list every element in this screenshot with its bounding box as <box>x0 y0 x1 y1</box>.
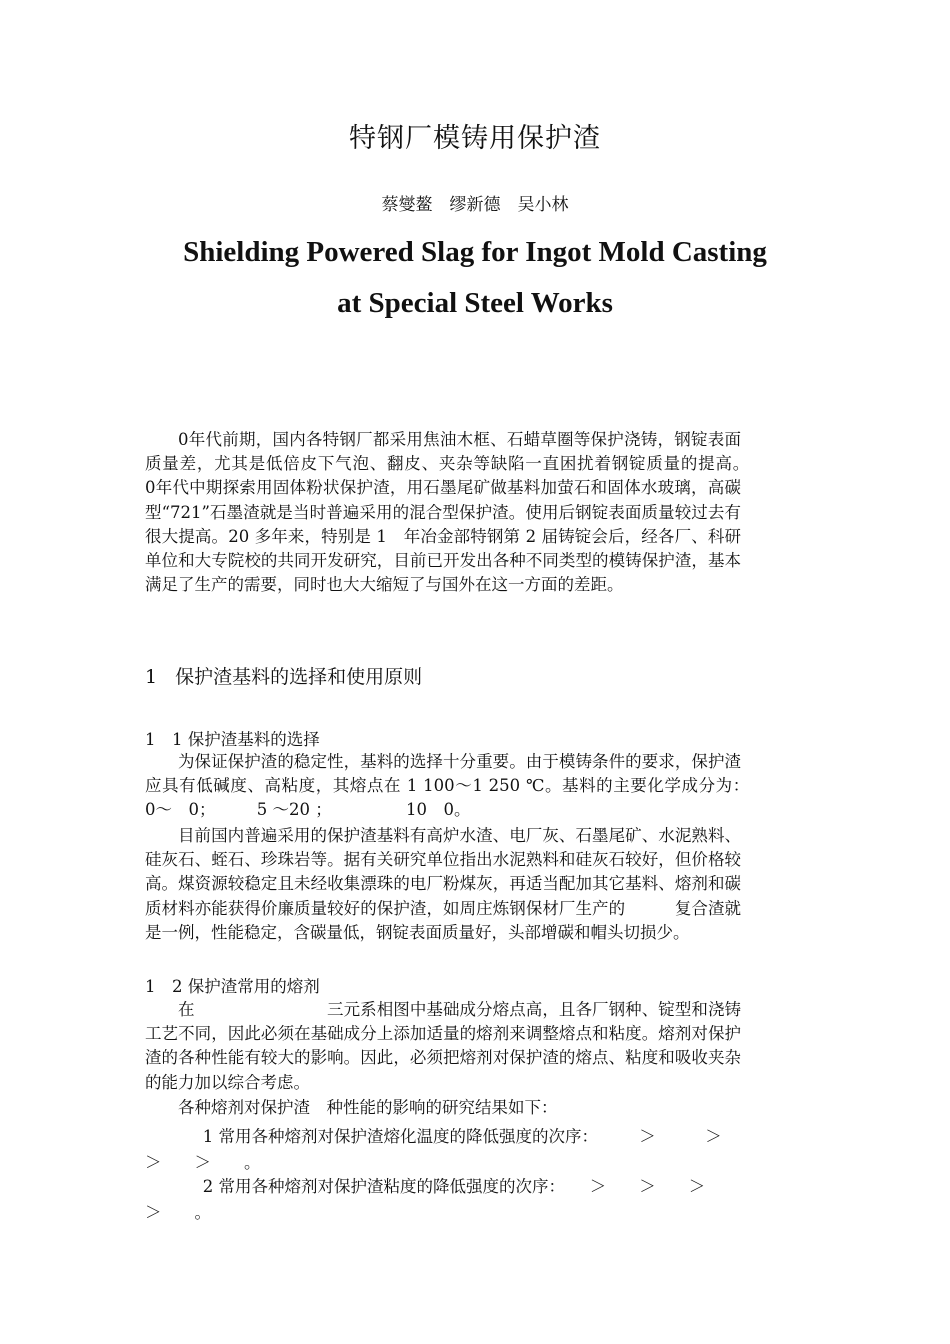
list-item-1: 1 常用各种熔剂对保护渣熔化温度的降低强度的次序： ＞ ＞ ＞ ＞ 。 <box>145 1127 755 1172</box>
paragraph-1-2-a: 在 三元系相图中基础成分熔点高，且各厂钢种、锭型和浇铸工艺不同，因此必须在基础成分上添加适量的熔剂来调整熔点和粘度。熔剂对保护渣的各种性能有较大的影响。因此，必须把熔剂对保护渣的熔点、粘度和吸收夹杂的能力加以综合考虑。 <box>145 1000 741 1092</box>
subsection-1-1-heading: 1 1 保护渣基料的选择 <box>145 730 320 749</box>
english-title-line-1: Shielding Powered Slag for Ingot Mold Casting <box>183 236 767 268</box>
subsection-1-2-heading: 1 2 保护渣常用的熔剂 <box>145 977 320 996</box>
paragraph-1-1-b: 目前国内普遍采用的保护渣基料有高炉水渣、电厂灰、石墨尾矿、水泥熟料、硅灰石、蛭石、珍珠岩等。据有关研究单位指出水泥熟料和硅灰石较好，但价格较高。煤资源较稳定且未经收集漂珠的电厂粉煤灰，再适当配加其它基料、熔剂和碳质材料亦能获得价廉质量较好的保护渣，如周庄炼钢保材厂生产的 复合渣就是一例，性能稳定，含碳量低，钢锭表面质量好，头部增碳和帽头切损少。 <box>145 826 741 942</box>
section-1-heading <box>145 662 422 689</box>
chinese-title: 特钢厂模铸用保护渣 <box>349 123 601 154</box>
section-1-title: 保护渣基料的选择和使用原则 <box>175 666 423 688</box>
list-item-2: 2 常用各种熔剂对保护渣粘度的降低强度的次序： ＞ ＞ ＞ ＞ 。 <box>145 1177 739 1222</box>
intro-paragraph: 0年代前期，国内各特钢厂都采用焦油木框、石蜡草圈等保护浇铸，钢锭表面质量差，尤其是低倍皮下气泡、翻皮、夹杂等缺陷一直困扰着钢锭质量的提高。 0年代中期探索用固体粉状保护渣，用石墨尾矿做基料加萤石和固体水玻璃，高碳型“721”石墨渣就是当时普遍采用的混合型保护渣。使用后钢锭表面质量较过去有很大提高。20 多年来，特别是 1 年冶金部特钢第 2 届铸锭会后，经各厂、科研单位和大专院校的共同开发研究，目前已开发出各种不同类型的模铸保护渣，基本满足了生产的需要，同时也大大缩短了与国外在这一方面的差距。 <box>145 430 758 595</box>
authors: 蔡燮鳌 缪新德 吴小林 <box>381 195 569 215</box>
paragraph-1-1-a: 为保证保护渣的稳定性，基料的选择十分重要。由于模铸条件的要求，保护渣应具有低碱度、高粘度，其熔点在 1 100～1 250 ℃。基料的主要化学成分为： 0～ 0； 5 ～20 ； 10 0。 <box>145 752 791 820</box>
section-1-number: 1 <box>145 666 158 688</box>
english-title-line-2: at Special Steel Works <box>337 287 613 319</box>
paragraph-1-2-b: 各种熔剂对保护渣 种性能的影响的研究结果如下： <box>178 1098 558 1117</box>
